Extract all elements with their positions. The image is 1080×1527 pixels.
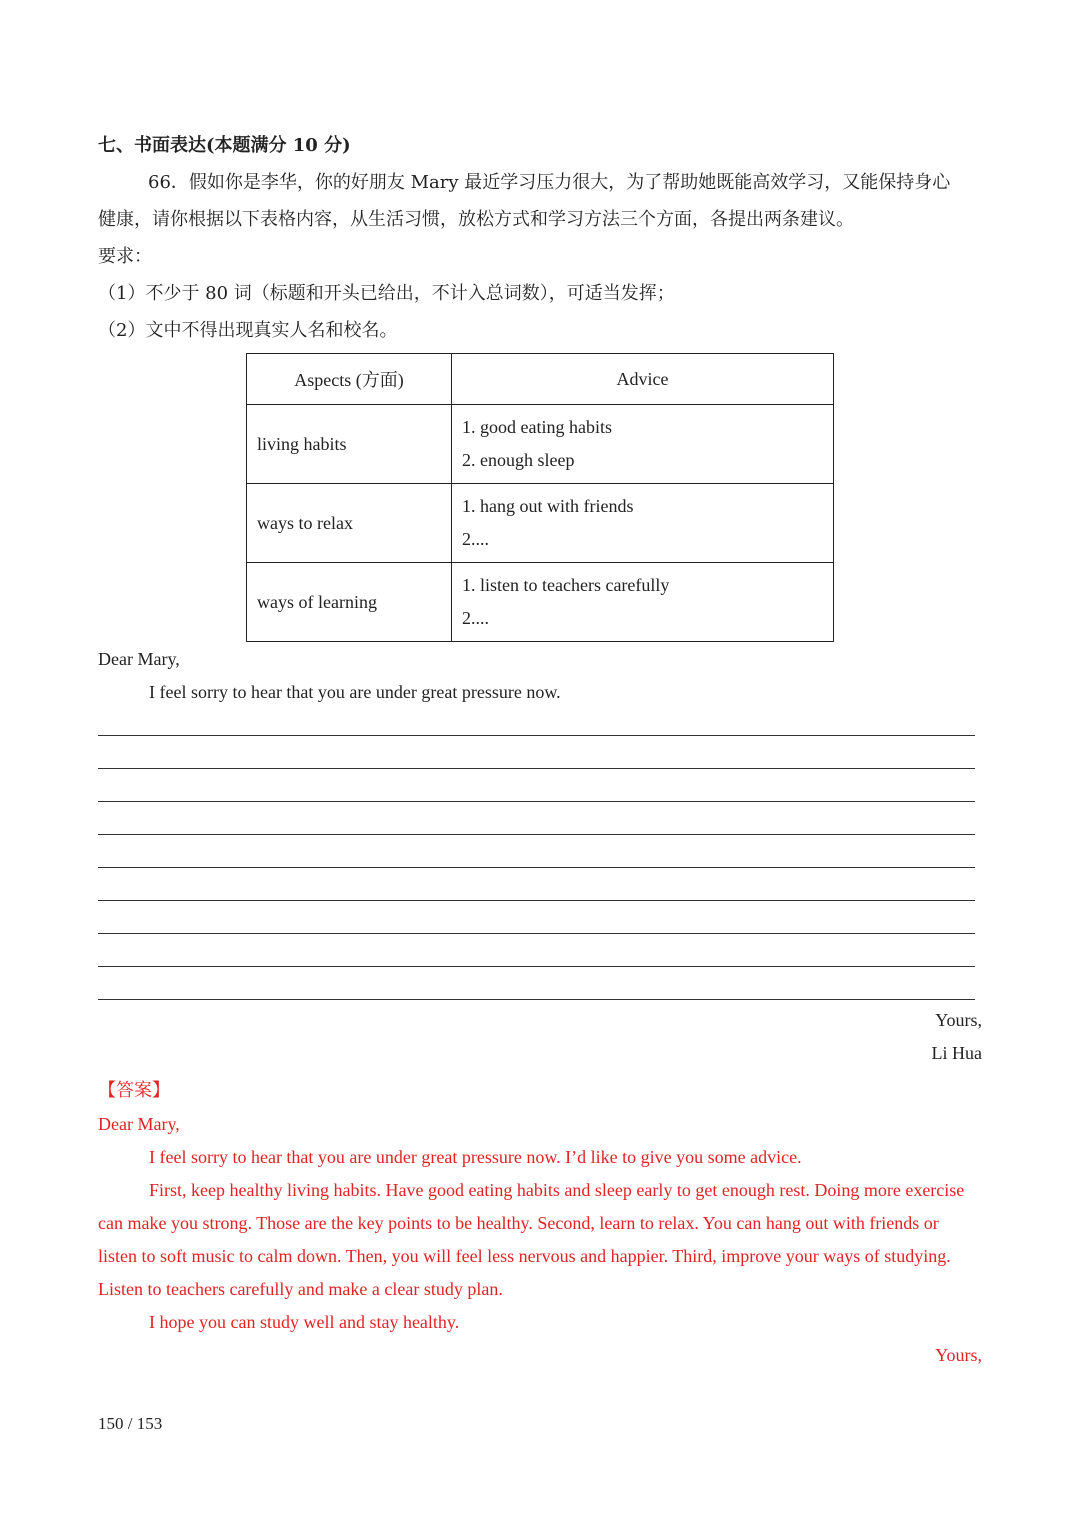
letter-closing: Yours, <box>935 1010 982 1030</box>
writing-line[interactable] <box>98 834 975 835</box>
table-row <box>247 563 834 642</box>
writing-line[interactable] <box>98 735 975 736</box>
advice-item: 2. enough sleep <box>462 450 575 470</box>
answer-greeting: Dear Mary, <box>98 1114 180 1134</box>
writing-line[interactable] <box>98 768 975 769</box>
answer-letter <box>98 1108 982 1372</box>
table-advice-cell <box>452 563 834 642</box>
section-heading: 七、书面表达(本题满分 10 分) <box>98 135 351 156</box>
advice-table <box>246 353 834 642</box>
table-aspect-cell: ways of learning <box>247 563 452 642</box>
table-header-advice: Advice <box>452 354 834 405</box>
requirement-2: （2）文中不得出现真实人名和校名。 <box>98 320 398 341</box>
advice-item: 2.... <box>462 608 489 628</box>
prompt-line-2: 健康，请你根据以下表格内容，从生活习惯，放松方式和学习方法三个方面，各提出两条建议。 <box>98 209 854 230</box>
table-aspect-cell: living habits <box>247 405 452 484</box>
advice-item: 1. hang out with friends <box>462 496 634 516</box>
requirements-label: 要求： <box>98 246 152 267</box>
requirement-1: （1）不少于 80 词（标题和开头已给出，不计入总词数），可适当发挥； <box>98 283 675 304</box>
table-advice-cell <box>452 484 834 563</box>
table-row <box>247 405 834 484</box>
answer-paragraph-3: I hope you can study well and stay healthy. <box>149 1312 460 1332</box>
table-header-aspects: Aspects (方面) <box>247 354 452 405</box>
writing-line[interactable] <box>98 867 975 868</box>
advice-item: 2.... <box>462 529 489 549</box>
advice-item: 1. listen to teachers carefully <box>462 575 670 595</box>
letter-greeting: Dear Mary, <box>98 649 180 669</box>
letter-signature: Li Hua <box>931 1043 982 1063</box>
table-advice-cell <box>452 405 834 484</box>
table-aspect-cell: ways to relax <box>247 484 452 563</box>
writing-line[interactable] <box>98 900 975 901</box>
advice-item: 1. good eating habits <box>462 417 612 437</box>
writing-line[interactable] <box>98 933 975 934</box>
page-number: 150 / 153 <box>98 1414 163 1433</box>
answer-paragraph-2: First, keep healthy living habits. Have good eating habits and sleep early to get enough rest. Doing more exercise can make you strong. Those are the key points to be healthy. Second, learn to relax. You can hang out with friends or listen to soft music to calm down. Then, you will feel less nervous and happier. Third, improve your ways of studying. Listen to teachers carefully and make a clear study plan. <box>98 1180 965 1299</box>
prompt-line-1: 66．假如你是李华，你的好朋友 Mary 最近学习压力很大，为了帮助她既能高效学习，又能保持身心 <box>148 172 951 193</box>
writing-line[interactable] <box>98 966 975 967</box>
answer-paragraph-1: I feel sorry to hear that you are under great pressure now. I’d like to give you some advice. <box>149 1147 802 1167</box>
answer-label: 【答案】 <box>98 1080 170 1101</box>
table-header-row <box>247 354 834 405</box>
answer-closing: Yours, <box>935 1345 982 1365</box>
writing-line[interactable] <box>98 801 975 802</box>
table-row <box>247 484 834 563</box>
letter-opening: I feel sorry to hear that you are under great pressure now. <box>149 682 561 702</box>
writing-line[interactable] <box>98 999 975 1000</box>
